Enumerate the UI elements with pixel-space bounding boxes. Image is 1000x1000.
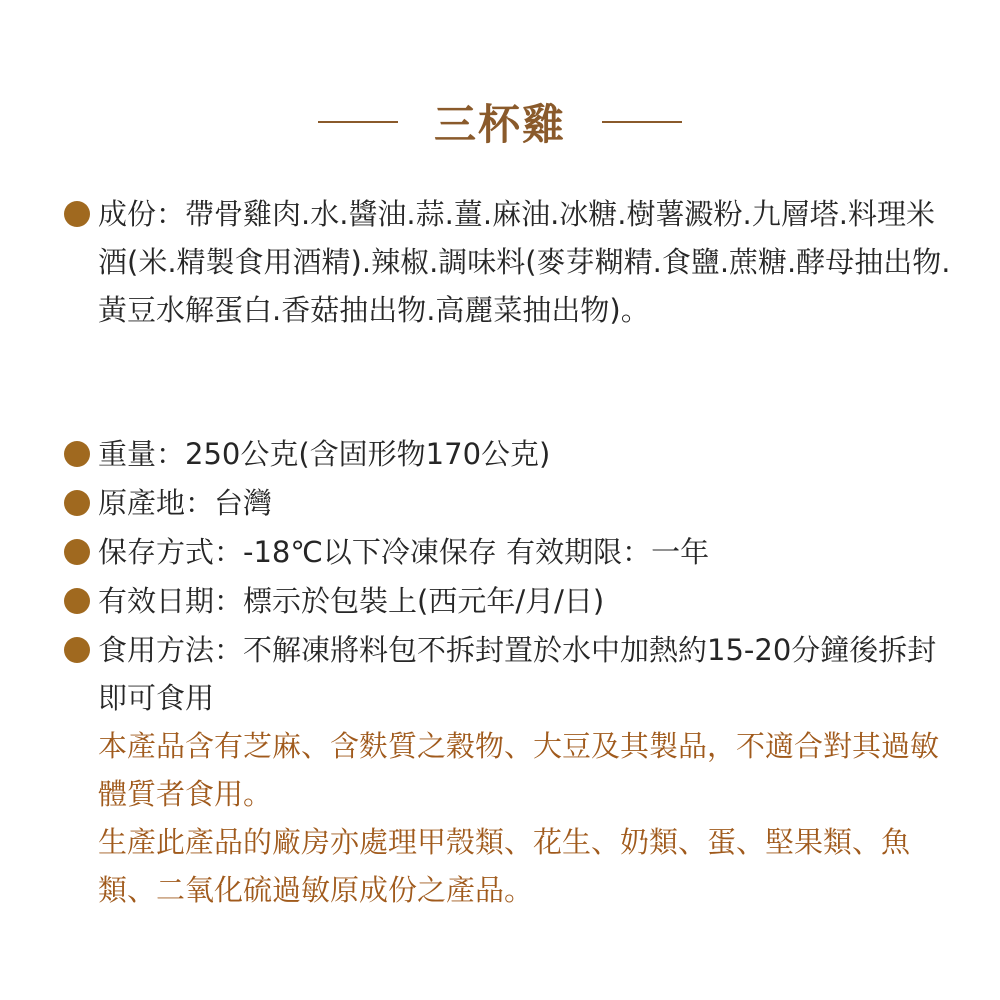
weight-item — [64, 430, 954, 478]
ingredients-item — [64, 190, 954, 334]
title-right-rule — [602, 121, 682, 123]
origin-text: 原產地：台灣 — [98, 486, 273, 520]
usage-item — [64, 626, 954, 722]
expiry-text: 有效日期：標示於包裝上(西元年/月/日) — [98, 584, 605, 618]
storage-item — [64, 528, 954, 576]
bullet-icon — [64, 637, 90, 663]
origin-item — [64, 479, 954, 527]
page-title: 三杯雞 — [433, 100, 566, 149]
bullet-icon — [64, 441, 90, 467]
expiry-item — [64, 577, 954, 625]
bullet-icon — [64, 588, 90, 614]
bullet-icon — [64, 539, 90, 565]
usage-text: 食用方法：不解凍將料包不拆封置於水中加熱約15-20分鐘後拆封即可食用 — [98, 633, 937, 715]
weight-text: 重量：250公克(含固形物170公克) — [98, 437, 551, 471]
allergen-note-2: 生產此產品的廠房亦處理甲殼類、花生、奶類、蛋、堅果類、魚類、二氧化硫過敏原成份之產品。 — [98, 825, 911, 907]
title-row — [0, 92, 1000, 152]
ingredients-text: 成份：帶骨雞肉.水.醬油.蒜.薑.麻油.冰糖.樹薯澱粉.九層塔.料理米酒(米.精製食用酒精).辣椒.調味料(麥芽糊精.食鹽.蔗糖.酵母抽出物.黃豆水解蛋白.香菇抽出物.高麗菜抽出物)。 — [98, 197, 951, 327]
bullet-icon — [64, 490, 90, 516]
bullet-icon — [64, 201, 90, 227]
title-left-rule — [318, 121, 398, 123]
storage-text: 保存方式：-18℃以下冷凍保存 有效期限：一年 — [98, 535, 710, 569]
allergen-note-1: 本產品含有芝麻、含麩質之穀物、大豆及其製品，不適合對其過敏體質者食用。 — [98, 729, 940, 811]
